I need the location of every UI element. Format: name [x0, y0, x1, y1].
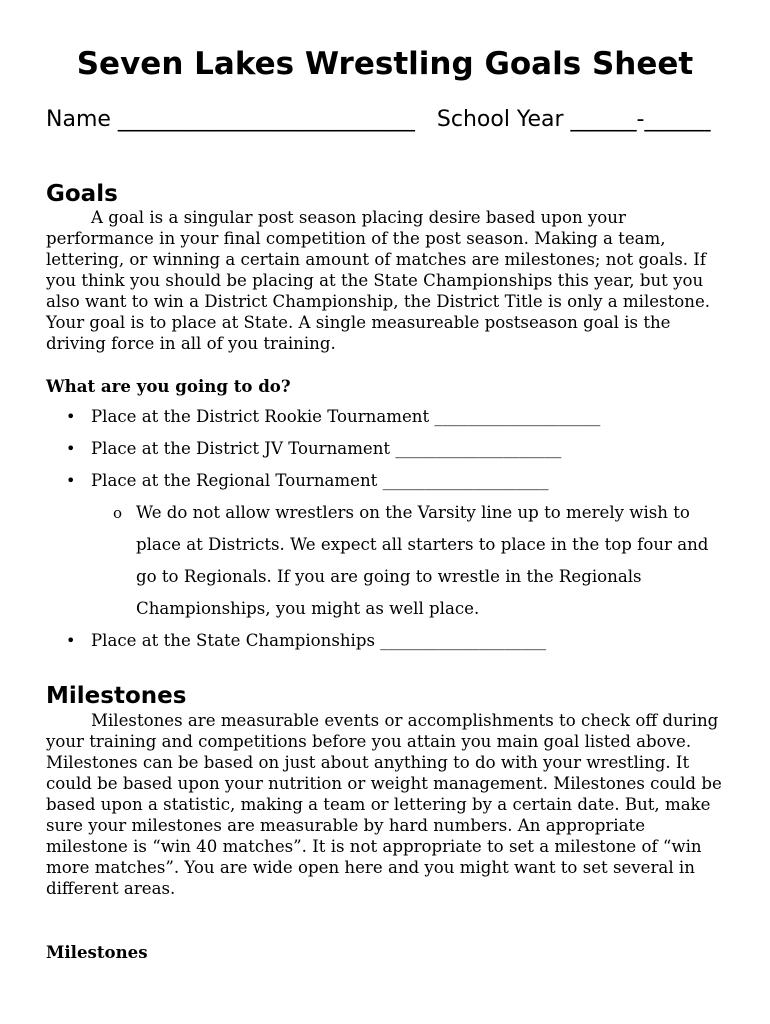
bullet-icon: • — [66, 439, 76, 458]
goal-item-regional — [46, 465, 722, 625]
goals-list — [46, 401, 722, 657]
goals-heading: Goals — [46, 181, 118, 207]
regional-note — [91, 497, 722, 625]
what-heading: What are you going to do? — [46, 376, 291, 396]
regional-sub-list — [91, 497, 722, 625]
goals-paragraph: A goal is a singular post season placing desire based upon your performance in your final competition of the post season. Making a team, lettering, or winning a certain amount of matches are milestones; not goals. If you think you should be placing at the State Championships this year, but you also want to win a District Championship, the District Title is only a milestone. Your goal is to place at State. A single measureable postseason goal is the driving force in all of you training. — [46, 208, 711, 353]
regional-note-text: We do not allow wrestlers on the Varsity line up to merely wish to place at Districts. We expect all starters to place in the top four and go to Regionals. If you are going to wrestle in the Regionals Championships, you might as well place. — [136, 503, 709, 618]
bullet-icon: • — [66, 471, 76, 490]
milestones-paragraph: Milestones are measurable events or accomplishments to check off during your training and competitions before you attain you main goal listed above. Milestones can be based on just about anything to do with your wrestling. It could be based upon your nutrition or weight management. Milestones could be based upon a statistic, making a team or lettering by a certain date. But, make sure your milestones are measurable by hard numbers. An appropriate milestone is “win 40 matches”. It is not appropriate to set a milestone of “win more matches”. You are wide open here and you might want to set several in different areas. — [46, 711, 722, 898]
page-title: Seven Lakes Wrestling Goals Sheet — [76, 46, 694, 82]
goal-item-state — [46, 625, 722, 657]
bullet-icon: • — [66, 407, 76, 426]
goal-item-text: Place at the District Rookie Tournament ____________________ — [91, 407, 601, 426]
milestones-subheading: Milestones — [46, 942, 148, 962]
bullet-icon: • — [66, 631, 76, 650]
goal-item-district-jv — [46, 433, 722, 465]
name-school-year-line — [46, 102, 736, 138]
milestones-heading: Milestones — [46, 683, 187, 709]
goal-item-text: Place at the District JV Tournament ____________________ — [91, 439, 562, 458]
name-field-label: Name ___________________________ — [46, 107, 415, 132]
goal-item-text: Place at the Regional Tournament ____________________ — [91, 471, 549, 490]
goal-item-text: Place at the State Championships ____________________ — [91, 631, 547, 650]
school-year-field-label: School Year ______-______ — [436, 107, 711, 132]
sub-bullet-icon: o — [113, 504, 123, 522]
goal-item-district-rookie — [46, 401, 722, 433]
